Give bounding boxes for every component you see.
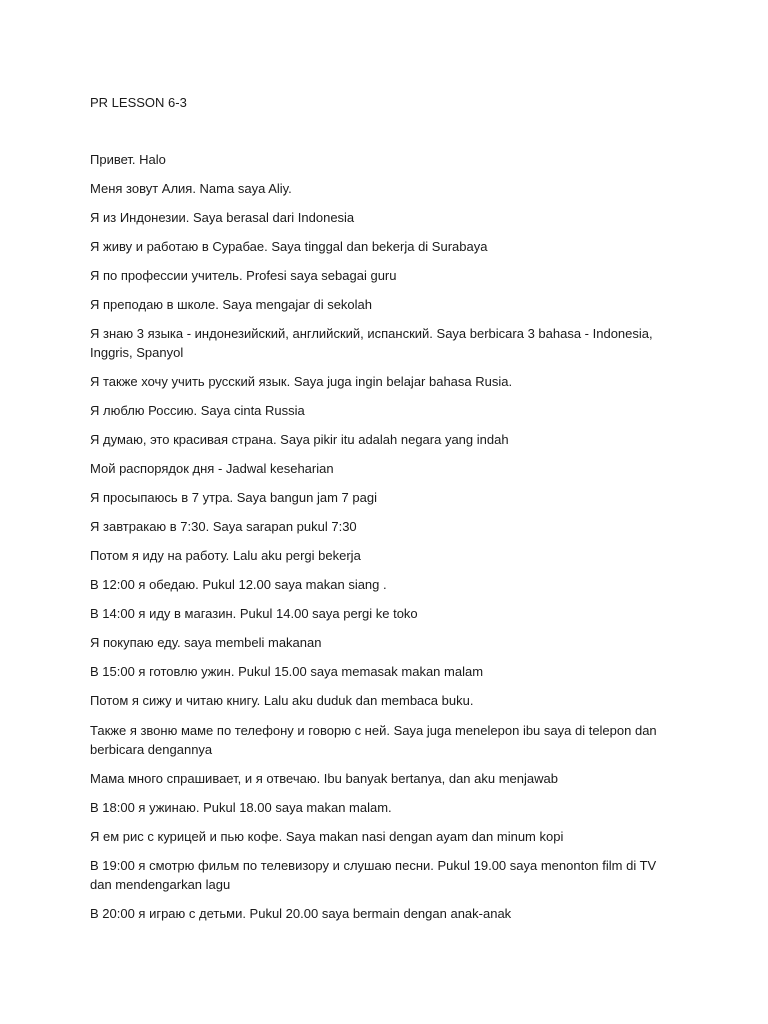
text-line: Мой распорядок дня - Jadwal keseharian: [90, 461, 334, 476]
text-line: В 20:00 я играю с детьми. Pukul 20.00 saya bermain dengan anak-anak: [90, 906, 512, 921]
text-line: Я покупаю еду. saya membeli makanan: [90, 635, 322, 650]
text-line: В 12:00 я обедаю. Pukul 12.00 saya makan siang .: [90, 577, 387, 592]
text-line: Я завтракаю в 7:30. Saya sarapan pukul 7:30: [90, 519, 357, 534]
text-line: Мама много спрашивает, и я отвечаю. Ibu banyak bertanya, dan aku menjawab: [90, 771, 558, 786]
text-line: Потом я иду на работу. Lalu aku pergi bekerja: [90, 548, 361, 563]
text-line: Я преподаю в школе. Saya mengajar di sekolah: [90, 297, 373, 312]
text-line: Я по профессии учитель. Profesi saya sebagai guru: [90, 268, 397, 283]
text-line: В 15:00 я готовлю ужин. Pukul 15.00 saya memasak makan malam: [90, 664, 484, 679]
text-line: Я из Индонезии. Saya berasal dari Indonesia: [90, 210, 355, 225]
text-line: Я просыпаюсь в 7 утра. Saya bangun jam 7 pagi: [90, 490, 377, 505]
document-title: PR LESSON 6-3: [90, 95, 187, 110]
text-line: Я знаю 3 языка - индонезийский, английский, испанский. Saya berbicara 3 bahasa - Indonesia, Inggris, Spanyol: [90, 326, 653, 360]
text-line: В 19:00 я смотрю фильм по телевизору и слушаю песни. Pukul 19.00 saya menonton film di TV dan mendengarkan lagu: [90, 858, 657, 892]
text-line: Также я звоню маме по телефону и говорю с ней. Saya juga menelepon ibu saya di telepon dan berbicara dengannya: [90, 723, 657, 757]
text-line: В 14:00 я иду в магазин. Pukul 14.00 saya pergi ke toko: [90, 606, 418, 621]
text-line: Потом я сижу и читаю книгу. Lalu aku duduk dan membaca buku.: [90, 693, 474, 708]
text-line: В 18:00 я ужинаю. Pukul 18.00 saya makan malam.: [90, 800, 392, 815]
text-line: Я думаю, это красивая страна. Saya pikir itu adalah negara yang indah: [90, 432, 509, 447]
text-line: Я также хочу учить русский язык. Saya juga ingin belajar bahasa Rusia.: [90, 374, 513, 389]
text-line: Я ем рис с курицей и пью кофе. Saya makan nasi dengan ayam dan minum kopi: [90, 829, 564, 844]
text-line: Я люблю Россию. Saya cinta Russia: [90, 403, 305, 418]
text-line: Привет. Halo: [90, 152, 166, 167]
text-line: Я живу и работаю в Сурабае. Saya tinggal dan bekerja di Surabaya: [90, 239, 488, 254]
text-line: Меня зовут Алия. Nama saya Aliy.: [90, 181, 292, 196]
